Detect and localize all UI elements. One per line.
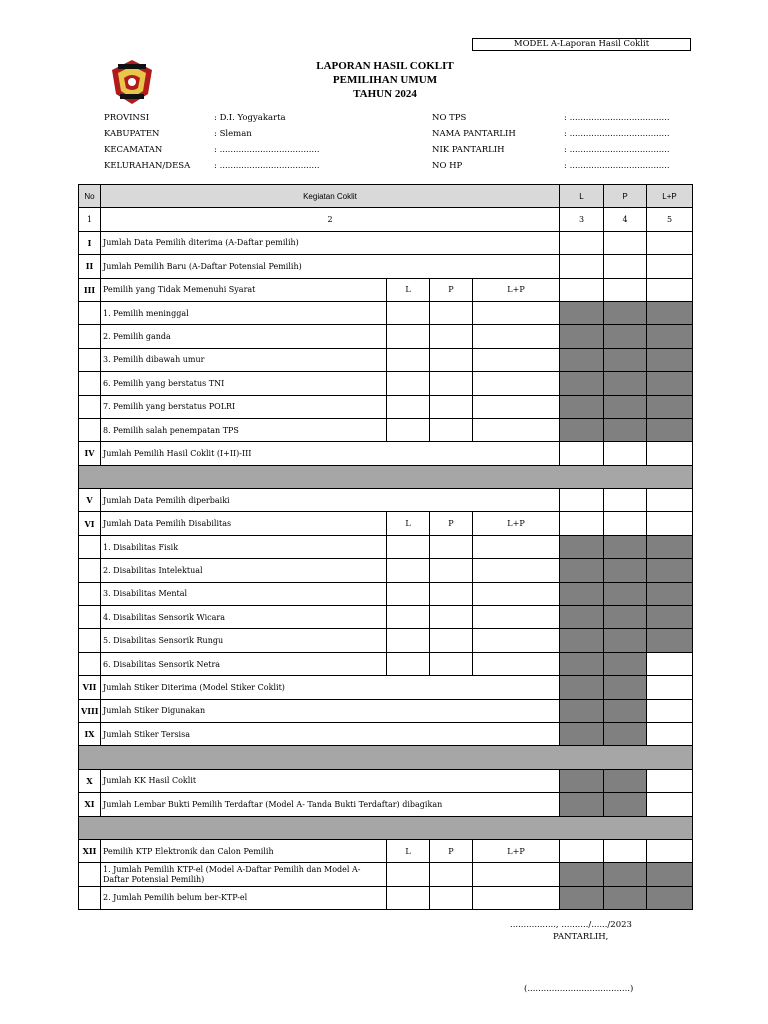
input-cell[interactable] [387,301,430,324]
header-kegiatan: Kegiatan Coklit [101,185,560,208]
empty-cell [79,395,101,418]
empty-cell [79,629,101,652]
row-number: IV [79,442,101,465]
input-cell[interactable] [387,325,430,348]
row-label: 3. Disabilitas Mental [101,582,387,605]
row-label: 8. Pemilih salah penempatan TPS [101,418,387,441]
row-label: Pemilih KTP Elektronik dan Calon Pemilih [101,839,387,862]
shaded-cell [604,793,647,816]
input-cell[interactable] [430,629,473,652]
input-cell[interactable] [473,418,560,441]
input-cell[interactable] [647,793,693,816]
table-row [79,231,693,254]
row-label: Jumlah Pemilih Baru (A-Daftar Potensial Pemilih) [101,255,560,278]
input-cell[interactable] [473,863,560,886]
row-label: 1. Jumlah Pemilih KTP-el (Model A-Daftar Pemilih dan Model A-Daftar Potensial Pemilih) [101,863,387,886]
shaded-cell [647,535,693,558]
input-cell[interactable] [560,255,604,278]
shaded-cell [560,606,604,629]
input-cell[interactable] [430,652,473,675]
input-cell[interactable] [604,442,647,465]
sub-header-p: P [430,278,473,301]
row-label: 7. Pemilih yang berstatus POLRI [101,395,387,418]
row-label: Jumlah Data Pemilih diperbaiki [101,489,560,512]
index-cell: 2 [101,208,560,231]
separator-row [79,746,693,769]
input-cell[interactable] [647,442,693,465]
row-label: 4. Disabilitas Sensorik Wicara [101,606,387,629]
input-cell[interactable] [430,418,473,441]
info-value-kelurahan: : ..................................... [214,161,320,171]
report-title-line2: PEMILIHAN UMUM [332,74,438,86]
shaded-cell [604,699,647,722]
shaded-cell [560,418,604,441]
row-label: Jumlah Stiker Digunakan [101,699,560,722]
input-cell[interactable] [647,699,693,722]
empty-cell [79,372,101,395]
shaded-cell [560,652,604,675]
input-cell[interactable] [387,652,430,675]
table-row [79,722,693,745]
shaded-cell [560,676,604,699]
input-cell[interactable] [387,372,430,395]
table-row [79,278,693,301]
input-cell[interactable] [647,489,693,512]
input-cell[interactable] [647,839,693,862]
index-row [79,208,693,231]
input-cell[interactable] [430,559,473,582]
table-row [79,535,693,558]
table-row [79,863,693,886]
row-number: X [79,769,101,792]
row-label: Jumlah Stiker Diterima (Model Stiker Coklit) [101,676,560,699]
table-row [79,582,693,605]
shaded-cell [647,629,693,652]
row-number: VI [79,512,101,535]
table-row [79,325,693,348]
shaded-cell [560,348,604,371]
input-cell[interactable] [604,489,647,512]
row-label: Jumlah Data Pemilih diterima (A-Daftar pemilih) [101,231,560,254]
empty-cell [79,582,101,605]
table-row [79,512,693,535]
table-row [79,442,693,465]
empty-cell [79,863,101,886]
input-cell[interactable] [387,559,430,582]
input-cell[interactable] [560,278,604,301]
info-label-provinsi: PROVINSI [104,113,150,123]
empty-cell [79,886,101,909]
input-cell[interactable] [473,372,560,395]
shaded-cell [560,886,604,909]
input-cell[interactable] [604,839,647,862]
input-cell[interactable] [647,769,693,792]
table-row [79,348,693,371]
row-label: 2. Disabilitas Intelektual [101,559,387,582]
empty-cell [79,301,101,324]
input-cell[interactable] [604,512,647,535]
separator-cell [79,746,693,769]
index-cell: 4 [604,208,647,231]
input-cell[interactable] [473,606,560,629]
info-value-no-hp: : ..................................... [564,161,670,171]
table-row [79,629,693,652]
input-cell[interactable] [473,348,560,371]
sub-header-p: P [430,512,473,535]
shaded-cell [560,722,604,745]
empty-cell [79,606,101,629]
table-row [79,559,693,582]
footer-role: PANTARLIH, [553,932,609,942]
shaded-cell [604,769,647,792]
table-row [79,606,693,629]
shaded-cell [647,886,693,909]
empty-cell [79,418,101,441]
table-row [79,372,693,395]
shaded-cell [604,559,647,582]
input-cell[interactable] [473,652,560,675]
header-l: L [560,185,604,208]
info-value-kabupaten: : Sleman [214,129,252,139]
row-label: Jumlah Pemilih Hasil Coklit (I+II)-III [101,442,560,465]
input-cell[interactable] [387,582,430,605]
table-row [79,793,693,816]
shaded-cell [560,559,604,582]
input-cell[interactable] [560,839,604,862]
input-cell[interactable] [387,535,430,558]
input-cell[interactable] [387,629,430,652]
row-label: 6. Disabilitas Sensorik Netra [101,652,387,675]
row-label: Jumlah Data Pemilih Disabilitas [101,512,387,535]
table-row [79,699,693,722]
row-label: 1. Pemilih meninggal [101,301,387,324]
input-cell[interactable] [604,231,647,254]
shaded-cell [560,582,604,605]
shaded-cell [604,606,647,629]
input-cell[interactable] [430,301,473,324]
row-number: VIII [79,699,101,722]
footer-date: ................., ........../....../2023 [510,920,632,930]
row-label: 1. Disabilitas Fisik [101,535,387,558]
info-label-kabupaten: KABUPATEN [104,129,160,139]
table-row [79,652,693,675]
shaded-cell [560,535,604,558]
shaded-cell [604,395,647,418]
shaded-cell [604,348,647,371]
shaded-cell [560,395,604,418]
row-label: Jumlah Stiker Tersisa [101,722,560,745]
input-cell[interactable] [387,395,430,418]
header-no: No [79,185,101,208]
input-cell[interactable] [647,278,693,301]
index-cell: 3 [560,208,604,231]
report-title-line1: LAPORAN HASIL COKLIT [316,60,454,72]
sub-header-lp: L+P [473,278,560,301]
input-cell[interactable] [473,395,560,418]
info-label-kecamatan: KECAMATAN [104,145,163,155]
row-number: V [79,489,101,512]
shaded-cell [560,301,604,324]
input-cell[interactable] [387,606,430,629]
separator-cell [79,816,693,839]
input-cell[interactable] [473,559,560,582]
sub-header-l: L [387,512,430,535]
input-cell[interactable] [473,886,560,909]
input-cell[interactable] [387,886,430,909]
coklit-table [78,184,693,910]
row-label: Jumlah KK Hasil Coklit [101,769,560,792]
input-cell[interactable] [560,231,604,254]
input-cell[interactable] [430,606,473,629]
input-cell[interactable] [647,722,693,745]
row-label: 2. Jumlah Pemilih belum ber-KTP-el [101,886,387,909]
shaded-cell [604,652,647,675]
shaded-cell [560,699,604,722]
info-label-nik-pantarlih: NIK PANTARLIH [432,145,505,155]
info-label-kelurahan: KELURAHAN/DESA [104,161,191,171]
table-header-row [79,185,693,208]
table-row [79,395,693,418]
table-row [79,839,693,862]
input-cell[interactable] [473,582,560,605]
row-number: XII [79,839,101,862]
report-title-line3: TAHUN 2024 [353,88,417,100]
footer-signature: (......................................) [524,984,634,994]
shaded-cell [647,395,693,418]
shaded-cell [647,606,693,629]
index-cell: 1 [79,208,101,231]
table-row [79,255,693,278]
row-label: Pemilih yang Tidak Memenuhi Syarat [101,278,387,301]
input-cell[interactable] [430,886,473,909]
index-cell: 5 [647,208,693,231]
input-cell[interactable] [473,325,560,348]
input-cell[interactable] [430,395,473,418]
shaded-cell [604,372,647,395]
input-cell[interactable] [604,278,647,301]
input-cell[interactable] [387,418,430,441]
input-cell[interactable] [473,629,560,652]
row-number: I [79,231,101,254]
header-lp: L+P [647,185,693,208]
empty-cell [79,325,101,348]
input-cell[interactable] [647,255,693,278]
input-cell[interactable] [647,652,693,675]
table-row [79,769,693,792]
shaded-cell [560,769,604,792]
shaded-cell [647,418,693,441]
input-cell[interactable] [430,348,473,371]
sub-header-l: L [387,839,430,862]
header-p: P [604,185,647,208]
shaded-cell [604,582,647,605]
row-label: 2. Pemilih ganda [101,325,387,348]
shaded-cell [604,418,647,441]
shaded-cell [647,559,693,582]
shaded-cell [604,886,647,909]
input-cell[interactable] [604,255,647,278]
shaded-cell [560,863,604,886]
shaded-cell [604,629,647,652]
shaded-cell [647,348,693,371]
input-cell[interactable] [647,512,693,535]
shaded-cell [647,301,693,324]
input-cell[interactable] [560,489,604,512]
shaded-cell [647,582,693,605]
shaded-cell [560,325,604,348]
sub-header-lp: L+P [473,512,560,535]
input-cell[interactable] [560,442,604,465]
row-label: 6. Pemilih yang berstatus TNI [101,372,387,395]
shaded-cell [560,372,604,395]
sub-header-p: P [430,839,473,862]
shaded-cell [604,863,647,886]
form-model-label: MODEL A-Laporan Hasil Coklit [472,38,691,51]
shaded-cell [647,372,693,395]
table-row [79,489,693,512]
shaded-cell [604,325,647,348]
shaded-cell [560,793,604,816]
info-label-no-tps: NO TPS [432,113,467,123]
separator-row [79,465,693,488]
info-value-no-tps: : ..................................... [564,113,670,123]
input-cell[interactable] [473,301,560,324]
sub-header-lp: L+P [473,839,560,862]
shaded-cell [604,722,647,745]
table-row [79,418,693,441]
input-cell[interactable] [430,372,473,395]
info-label-no-hp: NO HP [432,161,463,171]
row-number: III [79,278,101,301]
row-number: II [79,255,101,278]
row-label: Jumlah Lembar Bukti Pemilih Terdaftar (Model A- Tanda Bukti Terdaftar) dibagikan [101,793,560,816]
input-cell[interactable] [560,512,604,535]
info-value-provinsi: : D.I. Yogyakarta [214,113,286,123]
info-value-nama-pantarlih: : ..................................... [564,129,670,139]
sub-header-l: L [387,278,430,301]
input-cell[interactable] [430,863,473,886]
input-cell[interactable] [430,325,473,348]
shaded-cell [647,325,693,348]
input-cell[interactable] [647,231,693,254]
separator-cell [79,465,693,488]
separator-row [79,816,693,839]
shaded-cell [604,676,647,699]
shaded-cell [604,301,647,324]
row-number: XI [79,793,101,816]
empty-cell [79,559,101,582]
input-cell[interactable] [387,863,430,886]
row-number: VII [79,676,101,699]
shaded-cell [604,535,647,558]
input-cell[interactable] [430,535,473,558]
shaded-cell [647,863,693,886]
empty-cell [79,652,101,675]
info-value-kecamatan: : ..................................... [214,145,320,155]
input-cell[interactable] [430,582,473,605]
empty-cell [79,535,101,558]
input-cell[interactable] [647,676,693,699]
row-label: 3. Pemilih dibawah umur [101,348,387,371]
empty-cell [79,348,101,371]
table-row [79,676,693,699]
shaded-cell [560,629,604,652]
kpu-logo [108,58,156,106]
table-row [79,886,693,909]
row-label: 5. Disabilitas Sensorik Rungu [101,629,387,652]
input-cell[interactable] [473,535,560,558]
info-value-nik-pantarlih: : ..................................... [564,145,670,155]
table-row [79,301,693,324]
info-label-nama-pantarlih: NAMA PANTARLIH [432,129,516,139]
row-number: IX [79,722,101,745]
input-cell[interactable] [387,348,430,371]
